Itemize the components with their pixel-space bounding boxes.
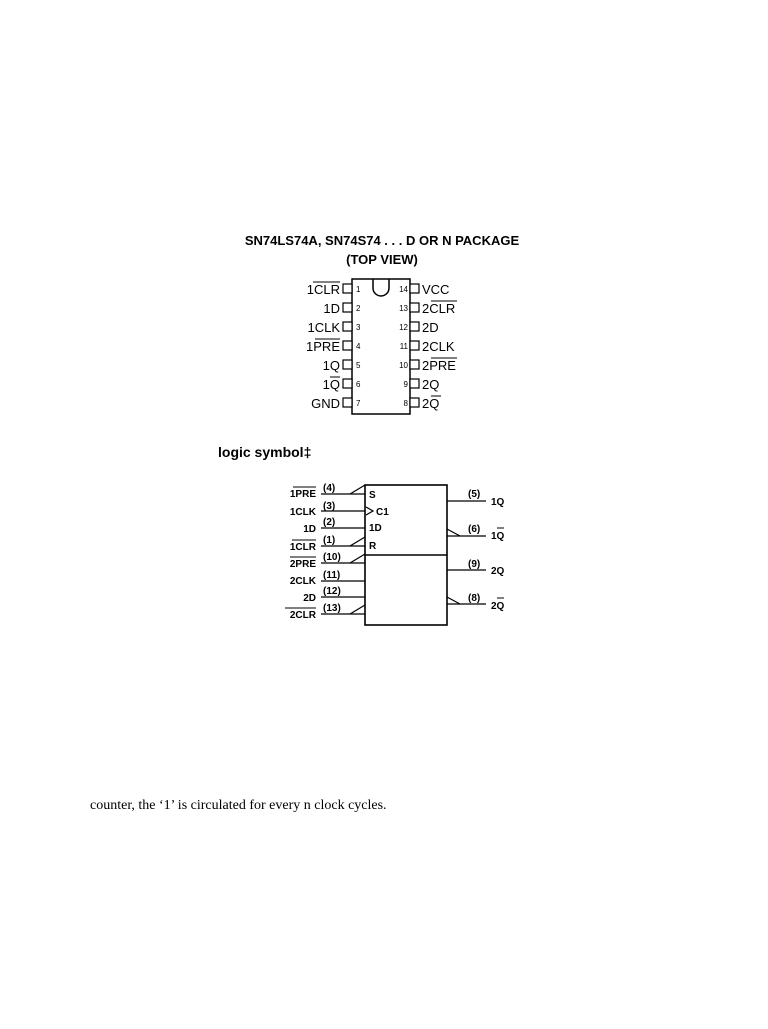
input-label: 1D xyxy=(303,524,316,535)
output-pin-number: (6) xyxy=(468,524,481,535)
pin-number: 3 xyxy=(356,323,361,332)
pin-label: 2D xyxy=(422,320,439,335)
output-1q xyxy=(447,489,505,508)
pin-number: 5 xyxy=(356,361,361,370)
logic-symbol-heading: logic symbol‡ xyxy=(218,444,312,460)
input-2clr xyxy=(285,603,365,621)
pin-label: 1PRE xyxy=(306,339,340,354)
pin-number: 12 xyxy=(399,323,408,332)
input-label: 2CLR xyxy=(289,610,316,621)
pin-pad xyxy=(410,398,419,407)
input-label: 1CLK xyxy=(289,507,316,518)
right-pin-8 xyxy=(404,396,441,411)
input-pin-number: (2) xyxy=(323,517,336,528)
pin-number: 13 xyxy=(399,304,408,313)
active-low-indicator xyxy=(350,605,365,614)
pin-number: 14 xyxy=(399,285,408,294)
right-pin-10 xyxy=(399,358,457,373)
pin-pad xyxy=(343,398,352,407)
input-label: 2PRE xyxy=(289,559,316,570)
pin-label: GND xyxy=(311,396,340,411)
package-subtitle: (TOP VIEW) xyxy=(346,252,418,267)
input-pin-number: (10) xyxy=(323,552,341,563)
input-pin-number: (4) xyxy=(323,483,336,494)
pin-number: 8 xyxy=(403,399,408,408)
input-label: 1PRE xyxy=(289,489,316,500)
package-title: SN74LS74A, SN74S74 . . . D OR N PACKAGE xyxy=(244,233,520,248)
input-label: 1CLR xyxy=(289,542,316,553)
active-low-indicator xyxy=(350,537,365,546)
active-low-indicator xyxy=(350,485,365,494)
pin-number: 7 xyxy=(356,399,361,408)
output-label: 2Q xyxy=(491,601,505,612)
pin-number: 4 xyxy=(356,342,361,351)
output-2q xyxy=(447,559,505,577)
active-low-indicator xyxy=(447,597,460,604)
right-pin-9 xyxy=(404,377,440,392)
function-label-c1: C1 xyxy=(376,507,389,518)
pin-pad xyxy=(343,284,352,293)
left-pin-3 xyxy=(307,320,361,335)
pin-label: 1Q xyxy=(322,377,340,392)
pin-pad xyxy=(410,360,419,369)
pin-pad xyxy=(410,341,419,350)
pin-number: 9 xyxy=(403,380,408,389)
pin-label: 1CLR xyxy=(306,282,340,297)
input-label: 2D xyxy=(303,593,316,604)
pin-pad xyxy=(410,303,419,312)
right-pin-11 xyxy=(400,339,455,354)
input-pin-number: (13) xyxy=(323,603,341,614)
pin-number: 2 xyxy=(356,304,361,313)
pin-label: 2CLR xyxy=(422,301,456,316)
active-low-indicator xyxy=(447,529,460,536)
input-label: 2CLK xyxy=(289,576,316,587)
left-pin-4 xyxy=(306,339,361,354)
left-pin-6 xyxy=(323,377,361,392)
pin-pad xyxy=(343,379,352,388)
input-pin-number: (3) xyxy=(323,501,336,512)
output-pin-number: (9) xyxy=(468,559,481,570)
clock-triangle-icon xyxy=(366,507,373,515)
right-pin-12 xyxy=(399,320,439,335)
input-2clk xyxy=(290,570,365,587)
pin-pad xyxy=(343,303,352,312)
function-label-1d: 1D xyxy=(369,523,382,534)
pin-pad xyxy=(410,322,419,331)
input-pin-number: (12) xyxy=(323,586,341,597)
pin-pad xyxy=(410,284,419,293)
function-label-s: S xyxy=(369,490,376,501)
output-pin-number: (5) xyxy=(468,489,481,500)
left-pin-1 xyxy=(307,282,361,297)
output-label: 1Q xyxy=(491,531,505,542)
pin-label: 1Q xyxy=(322,358,340,373)
output-label: 2Q xyxy=(491,566,505,577)
input-1clk xyxy=(290,501,365,518)
left-pin-7 xyxy=(311,396,361,411)
pin-pad xyxy=(343,360,352,369)
output-label: 1Q xyxy=(491,497,505,508)
right-pin-13 xyxy=(399,301,457,316)
active-low-indicator xyxy=(350,554,365,563)
input-1d xyxy=(303,517,365,535)
pin-pad xyxy=(343,322,352,331)
output-pin-number: (8) xyxy=(468,593,481,604)
pin-number: 6 xyxy=(356,380,361,389)
pin-label: 2CLK xyxy=(422,339,455,354)
left-pin-5 xyxy=(323,358,361,373)
body-paragraph: counter, the ‘1’ is circulated for every n clock cycles. xyxy=(90,798,387,813)
pin-label: 1D xyxy=(323,301,340,316)
input-pin-number: (1) xyxy=(323,535,336,546)
pin-number: 1 xyxy=(356,285,361,294)
pin-number: 11 xyxy=(399,342,408,351)
ic-notch xyxy=(373,279,389,296)
pin-label: VCC xyxy=(422,282,450,297)
input-1pre xyxy=(290,483,365,500)
pin-label: 2Q xyxy=(422,396,440,411)
pin-label: 2Q xyxy=(422,377,440,392)
pin-label: 2PRE xyxy=(422,358,456,373)
pin-pad xyxy=(343,341,352,350)
output-1q-bar xyxy=(447,524,505,542)
output-2q-bar xyxy=(447,593,505,612)
pin-pad xyxy=(410,379,419,388)
input-2d xyxy=(303,586,365,604)
left-pin-2 xyxy=(323,301,361,316)
pin-number: 10 xyxy=(399,361,408,370)
pin-label: 1CLK xyxy=(307,320,340,335)
right-pin-14 xyxy=(399,282,449,297)
input-1clr xyxy=(290,535,365,553)
input-2pre xyxy=(290,552,365,570)
function-label-r: R xyxy=(369,541,377,552)
input-pin-number: (11) xyxy=(323,570,341,581)
